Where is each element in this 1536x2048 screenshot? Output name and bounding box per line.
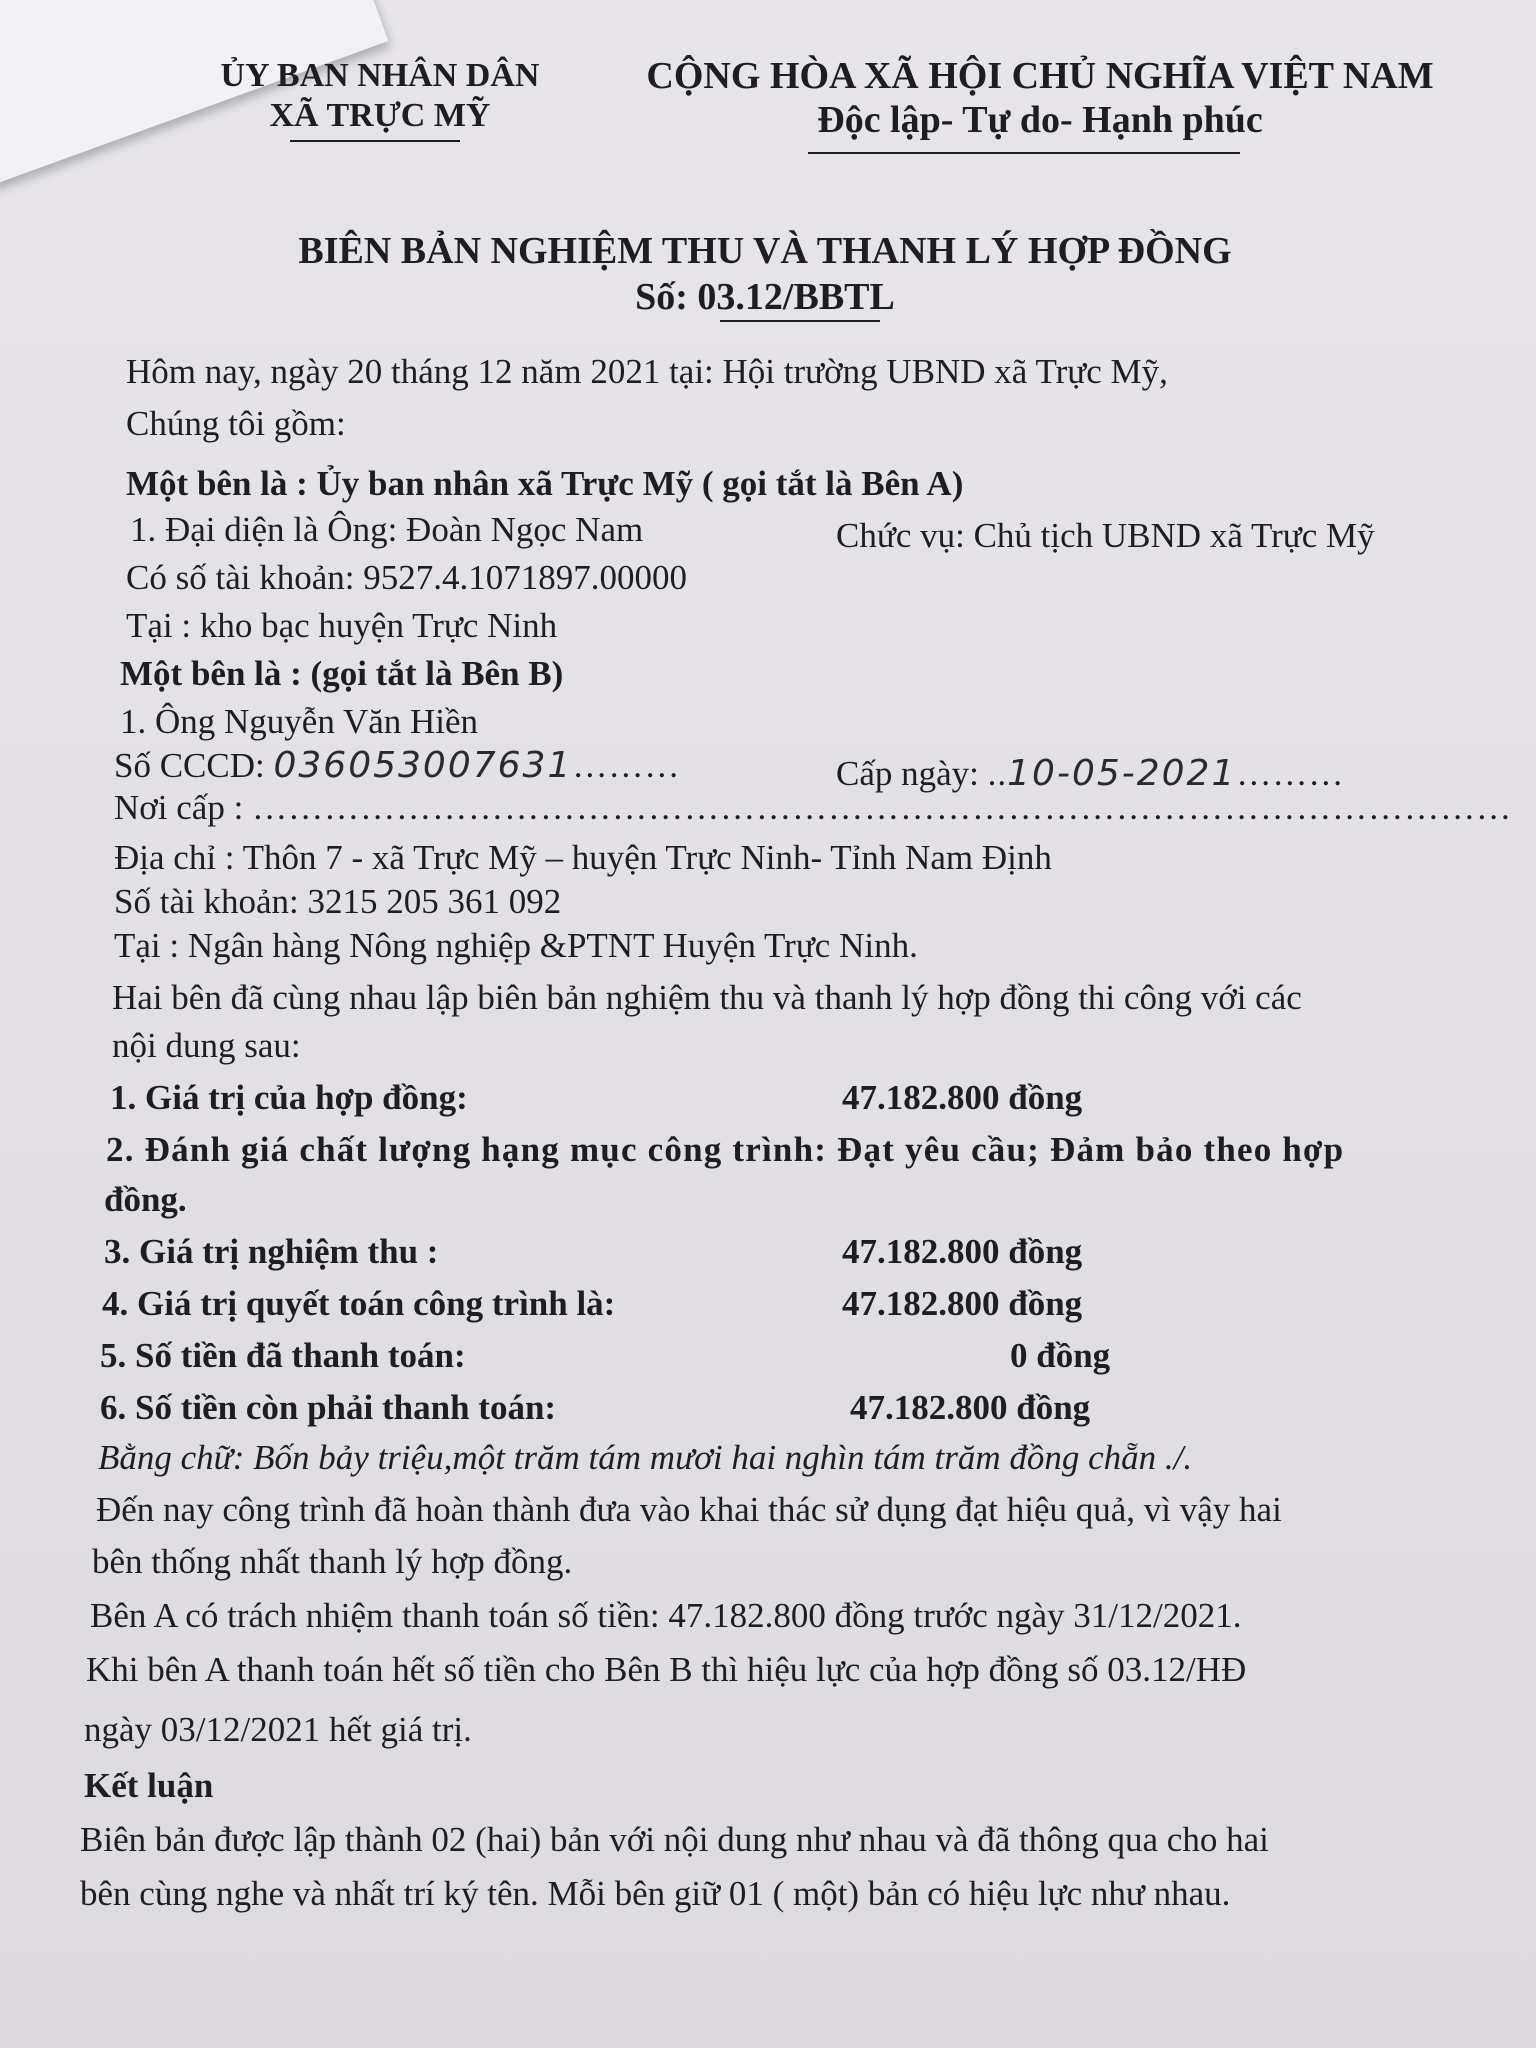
- item-2-line-2: đồng.: [104, 1180, 187, 1219]
- members-line: Chúng tôi gồm:: [126, 404, 346, 443]
- party-b-account: Số tài khoản: 3215 205 361 092: [114, 882, 562, 921]
- closing-para-1-line-1: Đến nay công trình đã hoàn thành đưa vào khai thác sử dụng đạt hiệu quả, vì vậy hai: [96, 1490, 1282, 1529]
- closing-para-1-line-2: bên thống nhất thanh lý hợp đồng.: [92, 1542, 573, 1581]
- item-4-value: 47.182.800 đồng: [842, 1284, 1083, 1323]
- cccd-dots: ………: [572, 746, 681, 785]
- item-6-label: 6. Số tiền còn phải thanh toán:: [100, 1388, 557, 1427]
- item-2-line-1: 2. Đánh giá chất lượng hạng mục công trình: Đạt yêu cầu; Đảm bảo theo hợp: [106, 1130, 1345, 1169]
- document-title: BIÊN BẢN NGHIỆM THU VÀ THANH LÝ HỢP ĐỒNG: [298, 230, 1232, 272]
- party-a-position: Chức vụ: Chủ tịch UBND xã Trực Mỹ: [836, 516, 1375, 555]
- issue-place-dots: ……………………………………………………………………………………………: [252, 788, 1513, 827]
- item-5-label: 5. Số tiền đã thanh toán:: [100, 1336, 466, 1375]
- party-b-address: Địa chỉ : Thôn 7 - xã Trực Mỹ – huyện Trực Ninh- Tỉnh Nam Định: [114, 838, 1052, 877]
- item-4-label: 4. Giá trị quyết toán công trình là:: [102, 1284, 616, 1323]
- agreement-line-1: Hai bên đã cùng nhau lập biên bản nghiệm thu và thanh lý hợp đồng thi công với các: [112, 978, 1302, 1017]
- national-motto-block: [630, 54, 1450, 142]
- party-b-person: 1. Ông Nguyễn Văn Hiền: [120, 702, 479, 741]
- issuer-line-1: ỦY BAN NHÂN DÂN: [220, 57, 540, 94]
- cccd-row: [114, 744, 680, 788]
- issuer-line-2: XÃ TRỰC MỸ: [269, 97, 491, 134]
- motto: Độc lập- Tự do- Hạnh phúc: [817, 99, 1263, 141]
- party-a-representative: 1. Đại diện là Ông: Đoàn Ngọc Nam: [130, 510, 644, 549]
- issue-place-label: Nơi cấp :: [114, 788, 244, 827]
- cccd-label: Số CCCD:: [114, 746, 265, 785]
- number-underline: [720, 320, 880, 322]
- issue-date-row: Cấp ngày: ..10-05-2021………: [836, 753, 1345, 794]
- issue-date-label: Cấp ngày:: [836, 754, 979, 793]
- party-a-account: Có số tài khoản: 9527.4.1071897.00000: [126, 558, 687, 597]
- conclusion-heading: Kết luận: [84, 1766, 214, 1805]
- issue-date-handwritten-value: 10-05-2021: [1007, 753, 1237, 794]
- issuer-block: [170, 56, 590, 136]
- issue-date-dots: ………: [1236, 754, 1345, 793]
- conclusion-line-2: bên cùng nghe và nhất trí ký tên. Mỗi bên giữ 01 ( một) bản có hiệu lực như nhau.: [80, 1874, 1231, 1913]
- item-3-value: 47.182.800 đồng: [842, 1232, 1083, 1271]
- amount-in-words: Bằng chữ: Bốn bảy triệu,một trăm tám mươi hai nghìn tám trăm đồng chẵn ./.: [98, 1438, 1193, 1477]
- item-6-value: 47.182.800 đồng: [850, 1388, 1091, 1427]
- party-b-heading: Một bên là : (gọi tắt là Bên B): [120, 654, 564, 693]
- issuer-underline: [290, 140, 460, 142]
- item-1-value: 47.182.800 đồng: [842, 1078, 1083, 1117]
- motto-underline: [808, 152, 1240, 154]
- item-5-value: 0 đồng: [1010, 1336, 1111, 1375]
- item-1-label: 1. Giá trị của hợp đồng:: [110, 1078, 468, 1117]
- issue-place-row: [114, 786, 1512, 830]
- closing-para-3-line-1: Khi bên A thanh toán hết số tiền cho Bên B thì hiệu lực của hợp đồng số 03.12/HĐ: [86, 1650, 1247, 1689]
- party-a-bank: Tại : kho bạc huyện Trực Ninh: [126, 606, 558, 645]
- agreement-line-2: nội dung sau:: [112, 1026, 301, 1065]
- document-number: Số: 03.12/BBTL: [635, 276, 895, 318]
- party-a-heading: Một bên là : Ủy ban nhân xã Trực Mỹ ( gọi tắt là Bên A): [126, 464, 964, 503]
- closing-para-2: Bên A có trách nhiệm thanh toán số tiền: 47.182.800 đồng trước ngày 31/12/2021.: [90, 1596, 1242, 1635]
- item-3-label: 3. Giá trị nghiệm thu :: [104, 1232, 439, 1271]
- conclusion-line-1: Biên bản được lập thành 02 (hai) bản với nội dung như nhau và đã thông qua cho hai: [80, 1820, 1269, 1859]
- date-location-line: Hôm nay, ngày 20 tháng 12 năm 2021 tại: Hội trường UBND xã Trực Mỹ,: [126, 352, 1168, 391]
- country-name: CỘNG HÒA XÃ HỘI CHỦ NGHĨA VIỆT NAM: [646, 55, 1434, 97]
- closing-para-3-line-2: ngày 03/12/2021 hết giá trị.: [84, 1710, 472, 1749]
- party-b-bank: Tại : Ngân hàng Nông nghiệp &PTNT Huyện Trực Ninh.: [114, 926, 918, 965]
- document-title-block: [240, 228, 1290, 320]
- cccd-handwritten-value: 036053007631: [273, 745, 573, 786]
